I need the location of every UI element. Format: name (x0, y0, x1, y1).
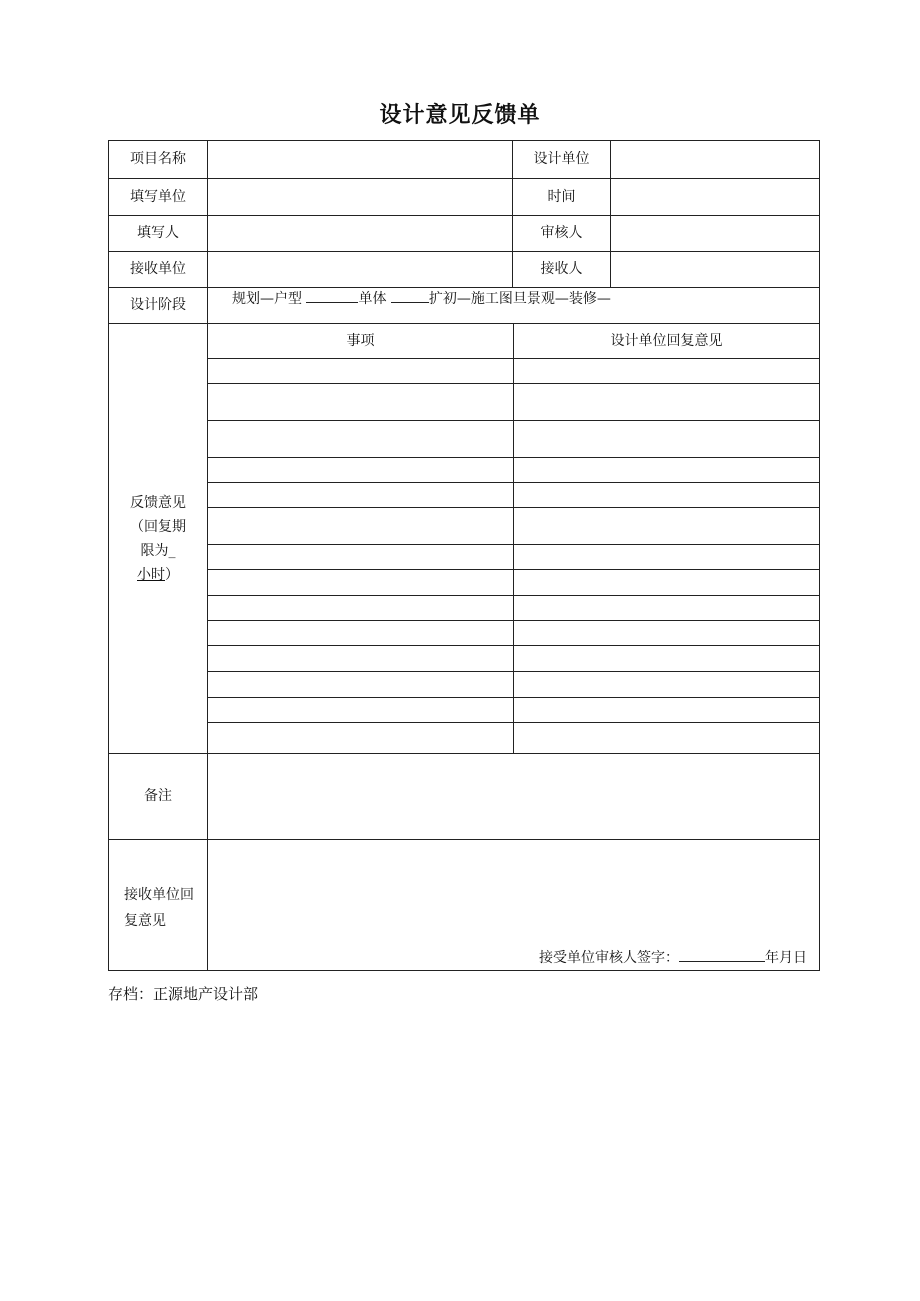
stage-option-b: 单体 (358, 291, 387, 307)
reply-cell[interactable] (514, 646, 819, 671)
reply-cell[interactable] (514, 723, 819, 753)
design-stage-label: 设计阶段 (130, 297, 186, 314)
reply-cell[interactable] (514, 421, 819, 457)
remarks-label: 备注 (144, 788, 172, 805)
reviewer-field[interactable] (611, 216, 819, 251)
reply-cell[interactable] (514, 698, 819, 722)
item-cell[interactable] (208, 570, 513, 595)
item-cell[interactable] (208, 672, 513, 697)
archive-note: 存档：正源地产设计部 (108, 985, 259, 1003)
item-cell[interactable] (208, 723, 513, 753)
reply-cell[interactable] (514, 570, 819, 595)
remarks-field[interactable] (208, 754, 819, 839)
item-cell[interactable] (208, 421, 513, 457)
time-label: 时间 (547, 188, 576, 205)
reply-cell[interactable] (514, 483, 819, 507)
reply-cell[interactable] (514, 508, 819, 544)
reply-opinion-field[interactable] (208, 840, 819, 970)
stage-blank-2[interactable] (391, 288, 429, 303)
item-cell[interactable] (208, 458, 513, 482)
feedback-form (108, 140, 820, 971)
item-cell[interactable] (208, 545, 513, 569)
signature-blank[interactable] (679, 947, 765, 962)
feedback-label-line3: 限为_ (140, 543, 176, 559)
receiver-label: 接收人 (540, 261, 583, 278)
filler-label: 填写人 (137, 225, 179, 242)
time-field[interactable] (611, 179, 819, 215)
reviewer-label: 审核人 (540, 225, 583, 242)
item-cell[interactable] (208, 646, 513, 671)
receiving-unit-field[interactable] (208, 252, 512, 287)
design-unit-label: 设计单位 (533, 151, 590, 168)
item-cell[interactable] (208, 384, 513, 420)
item-cell[interactable] (208, 359, 513, 383)
feedback-label-line1: 反馈意见 (130, 495, 186, 511)
date-suffix: 年月日 (765, 950, 807, 966)
column-header-item: 事项 (346, 332, 375, 349)
hours-text: 小时 (137, 567, 165, 583)
column-header-reply: 设计单位回复意见 (610, 332, 723, 349)
reply-cell[interactable] (514, 458, 819, 482)
item-cell[interactable] (208, 596, 513, 620)
design-unit-field[interactable] (611, 141, 819, 178)
item-cell[interactable] (208, 621, 513, 645)
item-cell[interactable] (208, 508, 513, 544)
stage-option-a: 规划—户型 (232, 291, 302, 307)
filling-unit-label: 填写单位 (130, 188, 186, 205)
filling-unit-field[interactable] (208, 179, 512, 215)
reply-cell[interactable] (514, 672, 819, 697)
signature-label: 接受单位审核人签字： (539, 950, 679, 966)
reply-cell[interactable] (514, 545, 819, 569)
feedback-label-close: ） (165, 567, 179, 583)
project-name-label: 项目名称 (130, 151, 186, 168)
filler-field[interactable] (208, 216, 512, 251)
project-name-field[interactable] (208, 141, 512, 178)
item-cell[interactable] (208, 483, 513, 507)
reply-cell[interactable] (514, 621, 819, 645)
feedback-label-line2: （回复期 (130, 519, 186, 535)
receiving-unit-label: 接收单位 (130, 261, 186, 278)
stage-blank-1[interactable] (306, 288, 358, 303)
stage-option-c: 扩初—施工图旦景观—装修— (428, 291, 611, 307)
form-title: 设计意见反馈单 (379, 103, 541, 128)
feedback-label-line4 (109, 563, 207, 587)
reply-cell[interactable] (514, 359, 819, 383)
reply-cell[interactable] (514, 596, 819, 620)
reply-opinion-label: 接收单位回复意见 (124, 887, 194, 929)
feedback-label (109, 491, 207, 587)
signature-line (539, 947, 807, 967)
reply-cell[interactable] (514, 384, 819, 420)
item-cell[interactable] (208, 698, 513, 722)
receiver-field[interactable] (611, 252, 819, 287)
design-stage-options[interactable] (232, 288, 611, 308)
